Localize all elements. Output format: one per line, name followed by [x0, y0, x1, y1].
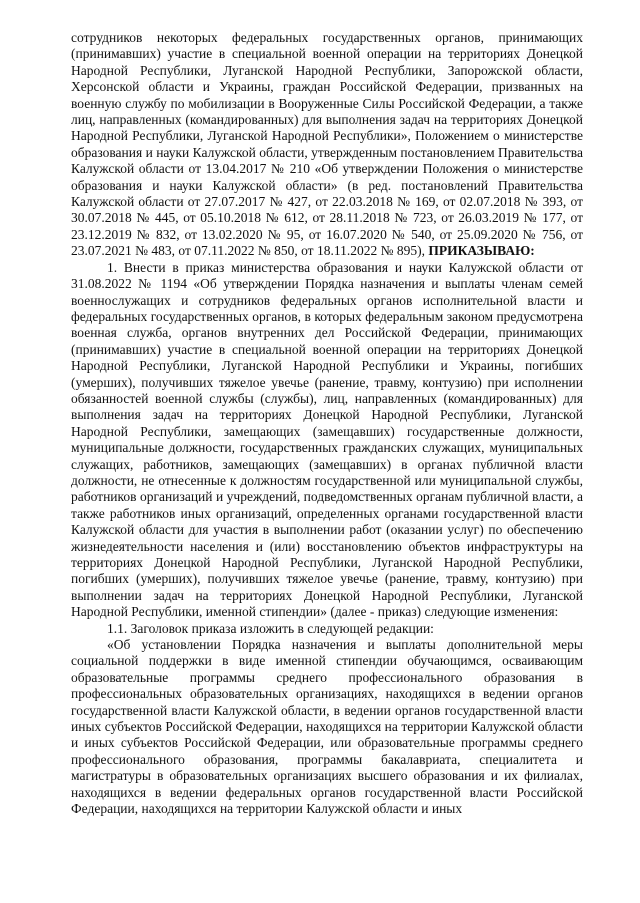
- command-word: ПРИКАЗЫВАЮ:: [428, 243, 535, 259]
- new-title-paragraph: «Об установлении Порядка назначения и выплаты дополнительной меры социальной поддержки в виде именной стипендии обучающимся, осваивающим образовательные программы среднего профессионального образования в профессиональных образовательных организациях, находящихся в ведении органов государственной власти Калужской области, в ведении органов государственной власти иных субъектов Российской Федерации, находящихся на территории Калужской области и иных субъектов Российской Федерации, или образовательные программы среднего профессионального образования, программы бакалавриата, специалитета и магистратуры в образовательных организациях высшего образования и их филиалах, находящихся в ведении федеральных органов государственной власти Российской Федерации, находящихся на территории Калужской области и иных: [71, 637, 583, 817]
- intro-paragraph: [71, 30, 583, 260]
- item-1-1-paragraph: 1.1. Заголовок приказа изложить в следующей редакции:: [107, 620, 434, 636]
- intro-text: сотрудников некоторых федеральных государственных органов, принимающих (принимавших) участие в специальной военной операции на территориях Донецкой Народной Республики, Луганской Народной Республики, Запорожской области, Херсонской области и Украины, граждан Российской Федерации, призванных на военную службу по мобилизации в Вооруженные Силы Российской Федерации, а также лиц, направленных (командированных) для выполнения задач на территориях Донецкой Народной Республики, Луганской Народной Республики», Положением о министерстве образования и науки Калужской области, утвержденным постановлением Правительства Калужской области от 13.04.2017 № 210 «Об утверждении Положения о министерстве образования и науки Калужской области» (в ред. постановлений Правительства Калужской области от 27.07.2017 № 427, от 22.03.2018 № 169, от 02.07.2018 № 393, от 30.07.2018 № 445, от 05.10.2018 № 612, от 28.11.2018 № 723, от 26.03.2019 № 177, от 23.12.2019 № 832, от 13.02.2020 № 95, от 16.07.2020 № 540, от 25.09.2020 № 756, от 23.07.2021 № 483, от 07.11.2022 № 850, от 18.11.2022 № 895),: [71, 30, 583, 259]
- item-1-paragraph: 1. Внести в приказ министерства образования и науки Калужской области от 31.08.2022 № 1194 «Об утверждении Порядка назначения и выплаты членам семей военнослужащих и сотрудников федеральных органов исполнительной власти и федеральных государственных органов, в которых федеральным законом предусмотрена военная служба, органов внутренних дел Российской Федерации, принимающих (принимавших) участие в специальной военной операции на территориях Донецкой Народной Республики, Луганской Народной Республики и Украины, погибших (умерших), получивших тяжелое увечье (ранение, травму, контузию) при исполнении обязанностей военной службы (службы), лиц, направленных (командированных) для выполнения задач на территориях Донецкой Народной Республики, Луганской Народной Республики, замещающих (замещавших) государственные должности, муниципальные должности, государственных гражданских служащих, муниципальных служащих, работников, замещающих (замещавших) в органах публичной власти должности, не отнесенные к должностям государственной или муниципальной службы, работников организаций и учреждений, подведомственных органам публичной власти, а также работников иных организаций, определенных органами государственной власти Калужской области для участия в выполнении работ (оказании услуг) по обеспечению жизнедеятельности населения и (или) восстановлению объектов инфраструктуры на территориях Донецкой Народной Республики, Луганской Народной Республики, погибших (умерших), получивших тяжелое увечье (ранение, травму, контузию) при выполнении задач на территориях Донецкой Народной Республики, Луганской Народной Республики, именной стипендии» (далее - приказ) следующие изменения:: [71, 259, 583, 620]
- document-page: [71, 30, 583, 818]
